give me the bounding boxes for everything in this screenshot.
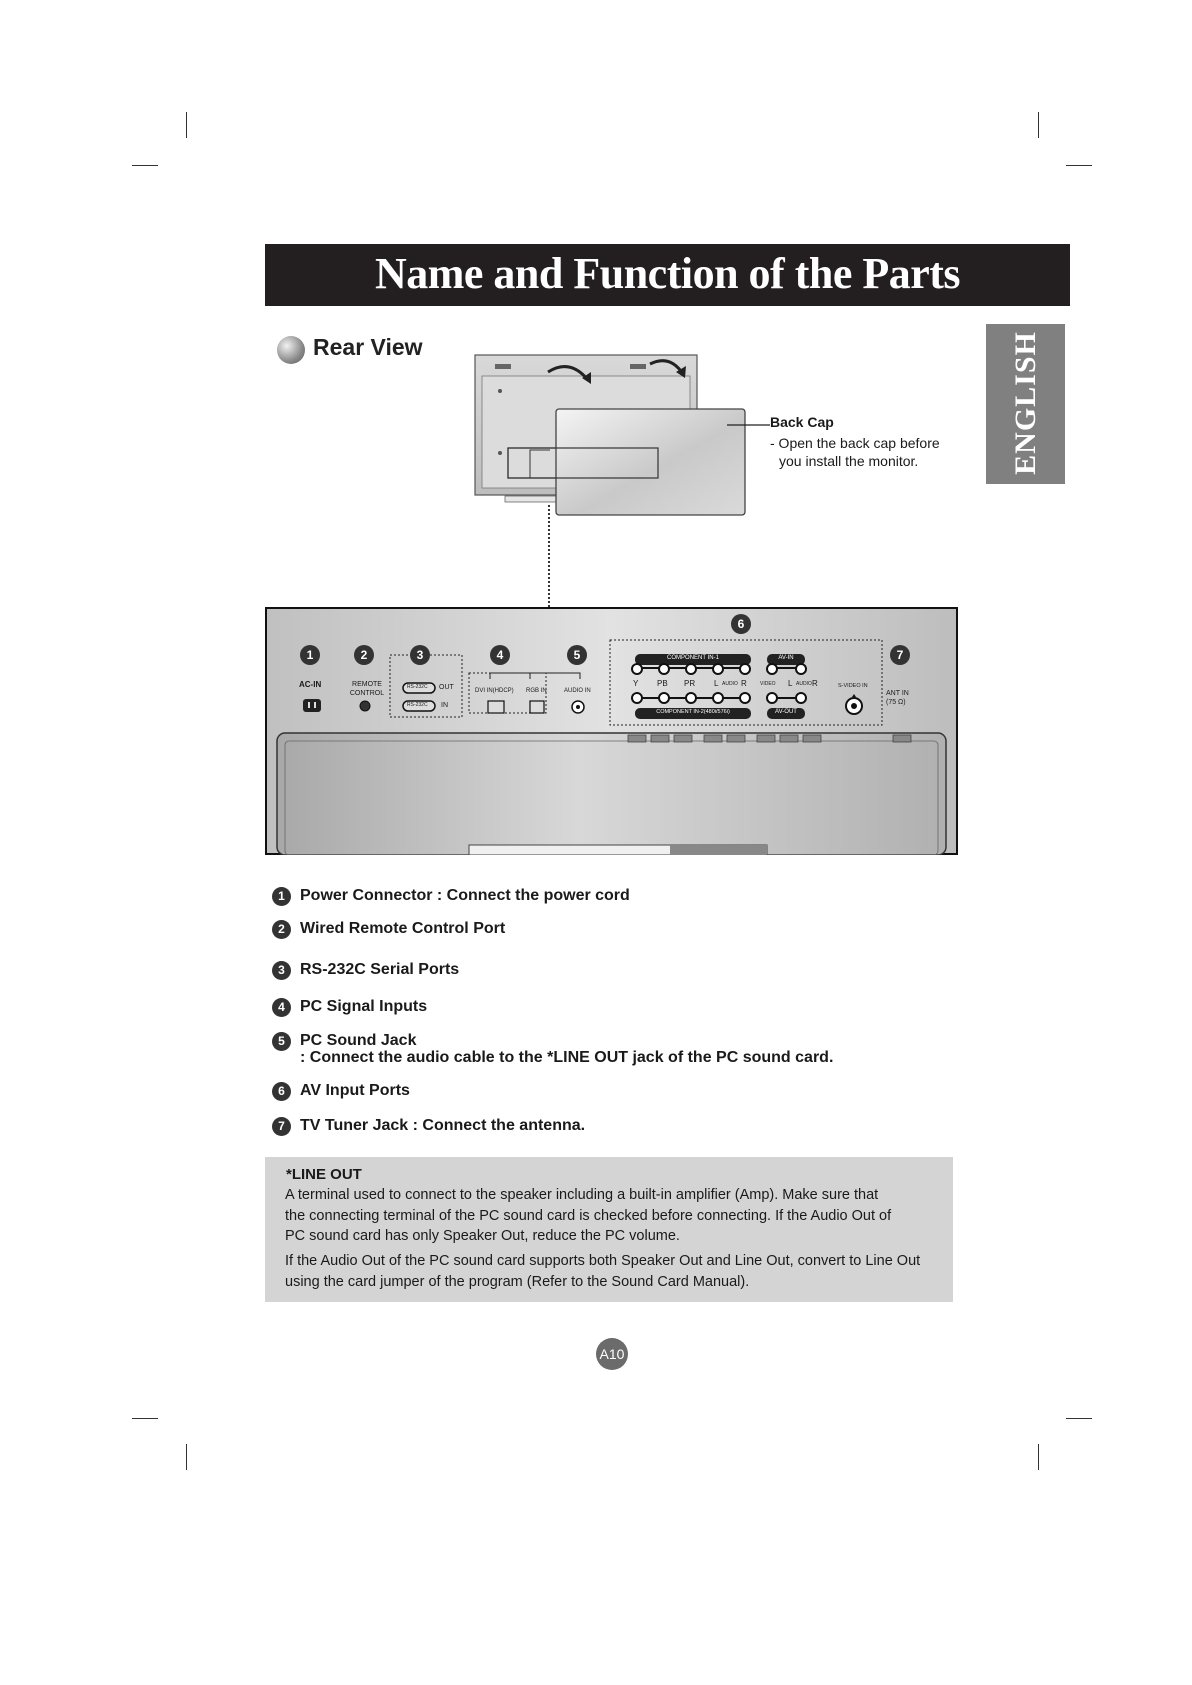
num-badge: 7 [272,1117,291,1136]
label-out: OUT [439,684,454,691]
num-badge: 4 [272,998,291,1017]
num-badge: 1 [272,887,291,906]
item-text: Power Connector : Connect the power cord [300,887,630,904]
monitor-rear-illustration [470,350,780,520]
note-line: the connecting terminal of the PC sound card is checked before connecting. If the Audio Out of [285,1207,892,1224]
crop-mark [1066,165,1092,166]
label-remote-line: REMOTE [352,681,382,688]
label-video: VIDEO [760,681,776,687]
leader-line [548,505,550,607]
page-number: A10 [596,1338,628,1370]
item-subtext: : Connect the audio cable to the *LINE OUT jack of the PC sound card. [300,1049,834,1066]
label-av-r: R [812,679,818,688]
label-in: IN [441,702,448,709]
num-badge: 6 [272,1082,291,1101]
rear-panel [265,607,958,855]
note-paragraph [285,1185,950,1247]
label-dvi: DVI IN(HDCP) [475,688,514,694]
item-text: TV Tuner Jack : Connect the antenna. [300,1117,586,1134]
label-r: R [741,679,747,688]
label-svideo: S-VIDEO IN [838,683,868,689]
label-component-1: COMPONENT IN-1 [667,655,719,661]
label-l: L [714,679,719,688]
crop-mark [186,1444,187,1470]
label-rs232-in: RS-232C [407,702,428,708]
note-paragraph [285,1251,950,1292]
note-line: using the card jumper of the program (Refer to the Sound Card Manual). [285,1273,750,1290]
item-text: PC Sound Jack [300,1032,417,1049]
callout-1: 1 [300,645,320,665]
label-y: Y [633,679,639,688]
page-title: Name and Function of the Parts [374,249,961,298]
back-cap-note [770,434,960,470]
note-line: If the Audio Out of the PC sound card supports both Speaker Out and Line Out, convert to Line Out [285,1253,921,1269]
note-line: A terminal used to connect to the speaker including a built-in amplifier (Amp). Make sure that [285,1187,879,1203]
label-audio: AUDIO [722,681,738,687]
line-out-note [265,1157,953,1302]
num-badge: 5 [272,1032,291,1051]
language-tab [986,324,1065,484]
dvi-port [488,701,504,713]
num-badge: 3 [272,961,291,980]
rgb-port [530,701,544,713]
label-remote [349,680,385,698]
callout-2: 2 [354,645,374,665]
note-title: *LINE OUT [286,1166,362,1183]
back-cap [556,409,745,515]
label-ant-line: ANT IN [886,690,909,697]
label-rs232-out: RS-232C [407,684,428,690]
callout-7: 7 [890,645,910,665]
remote-jack-icon [360,701,370,711]
callout-4: 4 [490,645,510,665]
callout-5: 5 [567,645,587,665]
item-text: PC Signal Inputs [300,998,428,1015]
crop-mark [1038,112,1039,138]
label-ac-in: AC-IN [299,680,322,689]
label-pb: PB [657,679,668,688]
back-cap-note-line: - Open the back cap before [770,435,940,451]
callout-3: 3 [410,645,430,665]
item-text: AV Input Ports [300,1082,410,1099]
label-ant-in [886,689,909,707]
label-ant-line: (75 Ω) [886,699,906,706]
label-av-out: AV-OUT [775,709,797,715]
crop-mark [1038,1444,1039,1470]
label-audio-in: AUDIO IN [564,688,591,694]
power-jack-icon [303,699,321,712]
callout-6: 6 [731,614,751,634]
language-label: ENGLISH [1009,331,1042,475]
crop-mark [132,165,158,166]
label-component-2: COMPONENT IN-2(480i/576i) [656,709,730,715]
item-text: Wired Remote Control Port [300,920,506,937]
section-bullet-icon [277,336,305,364]
crop-mark [186,112,187,138]
label-pr: PR [684,679,696,688]
crop-mark [132,1418,158,1419]
item-text: RS-232C Serial Ports [300,961,460,978]
label-av-in: AV-IN [778,655,794,661]
back-cap-title: Back Cap [770,414,834,430]
section-title: Rear View [313,334,423,360]
num-badge: 2 [272,920,291,939]
label-av-l: L [788,679,793,688]
note-line: PC sound card has only Speaker Out, reduce the PC volume. [285,1228,680,1244]
label-av-audio: AUDIO [796,681,812,687]
title-bar [265,244,1070,306]
label-remote-line: CONTROL [349,690,385,697]
back-cap-note-line: you install the monitor. [779,453,919,469]
crop-mark [1066,1418,1092,1419]
label-rgb: RGB IN [526,688,547,694]
